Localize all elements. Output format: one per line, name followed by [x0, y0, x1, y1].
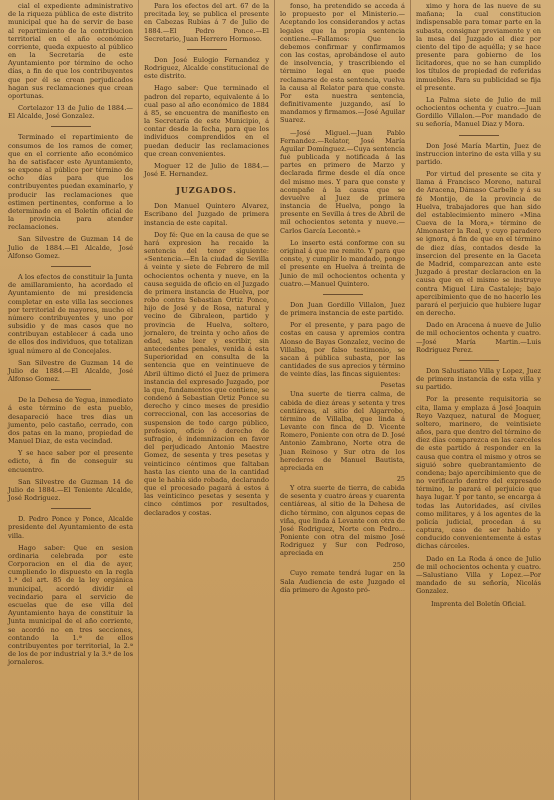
paragraph: Y se hace saber por el presente edicto, á fin de conseguir su encuentro. [8, 449, 133, 474]
amount-row [280, 476, 405, 484]
paragraph: fonso, ha pretendido se acceda á lo propuesto por el Ministerio.—Aceptando los considerandos y actas legales que la propia sentencia contiene.—Fallamos: Que lo debemos confirmar y confirmamos con las costas, aprobándose el auto de insolvencia, y trascribiendo el término legal en que puede reclamarse de esta sentencia, vuelva la causa al Relator para que conste. Por esta nuestra sentencia, definitivamente juzgando, así lo mandamos y firmamos.—José Aguilar Suarez. [280, 2, 405, 125]
paragraph: ximo y hora de las nueve de su mañana; la cual constitucion indispensable para tomar parte en la subasta, consignar previamente y en la mesa del Juzgado el diez por ciento del tipo de aquélla; y se hace presente para gobierno de los licitadores, que no se han cumplido los títulos de propiedad de referidas inmuebles. Para su publicidad se fija el presente. [416, 2, 541, 92]
section-divider [51, 266, 91, 267]
paragraph: Lo inserto está conforme con su original á que me remito. Y para que conste, y cumplir lo mandado, pongo el presente en Huelva á treinta de Junio de mil ochocientos ochenta y cuatro.—Manuel Quintero. [280, 238, 405, 288]
amount-row [280, 562, 405, 570]
section-divider [51, 508, 91, 509]
column-rule [274, 0, 275, 800]
text-column-2 [140, 0, 273, 800]
paragraph: La Palma siete de Julio de mil ochocientos ochenta y cuatro.—Juan Gordillo Villalon.—Por mandado de su señoría, Manuel Diaz y Mora. [416, 95, 541, 129]
amount-value: Pesetas [380, 381, 405, 390]
paragraph: —José Miguel.—Juan Pablo Fernandez.—Relator, José María Aguilar Domínguez.—Cuya sentencia fué publicada y notificada á las partes en primero de Marzo y declarada firme desde el día once del mismo mes. Y para que conste y acompañe á la causa que se devuelve al Juez de primera instancia de Huelva, pongo la presente en Sevilla á tres de Abril de mil ochocientos setenta y nueve.—Carlos García Lecontè.» [280, 128, 405, 235]
paragraph: Moguer 12 de Julio de 1884.—José E. Hernandez. [144, 161, 269, 179]
paragraph: Cuyo remate tendrá lugar en la Sala Audiencia de este Juzgado el día primero de Agosto pró- [280, 569, 405, 594]
paragraph: Terminado el repartimiento de consumos de los ramos de comer, que en el corriente año económico ha de satisfacer este Ayuntamiento, se expone al público por término de ocho días para que los contribuyentes puedan examinarlo, y producir las reclamaciones que estimen pertinentes, conforme a lo determinado en el Boletín oficial de la provincia para atender reclamaciones. [8, 133, 133, 232]
paragraph: Hago saber: Que terminado el padron del reparto, equivalente á lo cual paso al año económico de 1884 á 85, se encuentra de manifiesto en la Secretaría de este Municipio, á contar desde la fecha, para que los individuos comprendidos en el puedan deducir las reclamaciones que crean convenientes. [144, 84, 269, 158]
paragraph: De la Dehesa de Yegua, inmediato á este término de esta pueblo, desapareció hace tres dias un jumento, pelo castaño, cerrado, con dos patas en la mano, propiedad de Manuel Diaz, de esta vecindad. [8, 396, 133, 446]
amount-value: 250 [392, 560, 405, 569]
paragraph: Don Juan Gordillo Villalon, Juez de primera instancia de este partido. [280, 300, 405, 318]
text-column-4 [412, 0, 545, 800]
paragraph: Don Salustiano Villa y Lopez, Juez de primera instancia de esta villa y su partido. [416, 366, 541, 392]
text-column-1 [4, 0, 137, 800]
paragraph: Para los efectos del art. 67 de la precitada ley, se publica el presente en Cabezas Rubias á 7 de Julio de 1884.—El Pedro Ponce.—El Secretario, Juan Herrero Hormoso. [144, 2, 269, 43]
paragraph: San Silvestre de Guzman 14 de Julio de 1884.—El Alcalde, José Alfonso Gomez. [8, 358, 133, 384]
paragraph: Por la presente requisitoria se cita, llama y emplaza á José Joaquin Reyo Vazquez, natural de Moguer, soltero, marinero, de veintisiete años, para que dentro del término de diez días comparezca en las carceles de este partido á responder en la causa que contra el mismo y otros se siguió sobre quebrantamiento de condena; bajo apercibimiento que de no verificarlo dentro del expresado término, le parará el perjuicio que haya lugar. Y por tanto, se encarga á todas las Autoridades, así civiles como militares, y á los agentes de la policía judicial, procedan á su captura, caso de ser habido y conducido convenientemente á estas dichas cárceles. [416, 395, 541, 551]
paragraph: Don José María Martin, Juez de instruccion interino de esta villa y su partido. [416, 141, 541, 166]
amount-row [280, 382, 405, 390]
section-divider [323, 294, 363, 295]
paragraph: Doy fé: Que en la causa de que se hará expresion ha recaido la sentencia del tenor siguiente: «Sentencia.—En la ciudad de Sevilla á veinte y siete de Febrero de mil ochocientos ochenta y nueve, en la causa seguida de oficio en el Juzgado de primera instancia de Huelva, por robo contra Sebastian Ortiz Ponce, hijo de José y de Rosa, natural y vecino de Gibraleon, partido y provincia de Huelva, soltero, jornalero, de treinta y ocho años de edad, sabe leer y escribir, sin antecedentes penales, venida á esta Superioridad en consulta de la sentencia que en veintinueve de Abril último dictó el Juez de primera instancia del expresado Juzgado, por la que, fundamentos que contiene, se condenó á Sebastian Ortiz Ponce su derecho y cinco meses de presidio correccional, con las accesorias de suspension de todo cargo público, profesion, oficio ó derecho de sufragio, é indemnizacion en favor del perjudicado Antonio Maestre Gomez, de sesenta y tres pesetas y veinticinco céntimos que faltaban hasta las ciento una de la cantidad que le había sido robada, declarando que el procesado pagará á estos á las veinticinco pesetas y sesenta y cinco céntimos por resultados, declarados y costas. [144, 230, 269, 517]
paragraph: Don Manuel Quintero Alvarez, Escribano del Juzgado de primera instancia de este capital. [144, 202, 269, 227]
paragraph: Hago saber: Que en sesion ordinaria celebrada por este Corporacion en el dia de ayer, cumpliendo lo dispuesto en la regla 1.ª del art. 85 de la ley orgánica municipal, acordó dividir el vecindario para el servicio de escuelas que de ese villa del Ayuntamiento haya de constituir la Junta municipal de el año corriente, se acordó no en tres secciones, contando la 1.ª de ellos contribuyentes por territorial, la 2.ª de los de por industrial y la 3.ª de los jornaleros. [8, 543, 133, 667]
paragraph: Por el presente, y para pago de costas en causa y apremios contra Alonso de Bayas Gonzalez, vecino de Villalba, por falso testimonio, se sacan á pública subasta, por las cantidades de sus aprecios y término de veinte días, las fincas siguientes: [280, 321, 405, 379]
paragraph: San Silvestre de Guzman 14 de Julio de 1884.—El Alcalde, José Alfonso Gomez. [8, 235, 133, 260]
printer-footer: Imprenta del Boletín Oficial. [430, 599, 527, 608]
paragraph: Por virtud del presente se cita y llama á Francisco Moreno, natural de Aracena, Dámaso Carbelle y á su fé Montijo, de la provincia de Huelva, trabajadores que han sido del establecimiento minero «Mina Cueva de la Mora,» término de Almonaster la Real, y cuyo paradero se ignora, á fin de que en el término de diez días, contados desde la insercion del presente en la Gaceta de Madrid, comparezcan ante este Juzgado á prestar declaracion en la causa que en el mismo se instruye contra Miguel Lira Castaleje; bajo apercibimiento que de no hacerlo les parará el perjuicio que hubiere lugar en derecho. [416, 170, 541, 318]
paragraph: Cortelazor 13 de Julio de 1884.—El Alcalde, José Gonzalez. [8, 104, 133, 121]
paragraph: cial el expediente administrativo de la riqueza pública de este distrito municipal que ha de servir de base al repartimiento de la contribucion territorial en el año económico corriente, queda expuesto al público en la Secretaría de este Ayuntamiento por término de ocho días, a fin de que los contribuyentes que por él se crean perjudicados hagan sus reclamaciones que crean oportunas. [8, 2, 133, 100]
paragraph: Una suerte de tierra calma, de cabida de diez áreas y setenta y tres centiáreas, al sitio del Algarrobo, término de Villalba, que linda á Levante con finca de D. Vicente Romero, Poniente con otra de D. José Antonio Zambrano, Norte otra de Juan Reinoso y Sur otra de los herederos de Manuel Bautista, apreciada en [280, 390, 405, 472]
section-divider [51, 389, 91, 390]
amount-value: 25 [396, 475, 405, 484]
section-divider [459, 360, 499, 361]
paragraph: Don José Eulogio Fernandez y Rodriguez, Alcalde constitucional de este distrito. [144, 55, 269, 81]
text-column-3 [276, 0, 409, 800]
paragraph: Dado en Aracena á nueve de Julio de mil ochocientos ochenta y cuatro.—José María Martin.—Luis Rodriguez Perez. [416, 321, 541, 354]
paragraph: Y otra suerte de tierra, de cabida de sesenta y cuatro áreas y cuarenta centiáreas, al sitio de la Dehesa de dicho término, con algunos cepas de viña, que linda á Levante con otra de José Rodriguez, Norte con Pedro... Poniente con otra del mismo José Rodriguez y Sur con Pedroso, apreciada en [280, 483, 405, 558]
column-rule [138, 0, 139, 800]
section-heading: JUZGADOS. [176, 185, 237, 196]
paragraph: San Silvestre de Guzman 14 de Julio de 1884.—El Teniente Alcalde, José Rodriguez. [8, 477, 133, 503]
column-rule [410, 0, 411, 800]
section-divider [51, 126, 91, 127]
paragraph: A los efectos de constituir la Junta de amillaramiento, ha acordado el Ayuntamiento de mi presidencia completar en este villa las secciones por territorial de mayores, mucho el número contribuyentes y uno por subsidio y de mas casos que no contribuyan establecer á cada uno de ellos dos individuos, que totalizan igual número al de Concejales. [8, 272, 133, 355]
section-divider [459, 135, 499, 136]
paragraph: D. Pedro Ponce y Ponce, Alcalde presidente del Ayuntamiento de esta villa. [8, 515, 133, 540]
paragraph: Dado en La Roda á once de Julio de mil ochocientos ochenta y cuatro.—Salustiano Villa y Lopez.—Por mandado de su señoría, Nicolás Gonzalez. [416, 554, 541, 596]
section-divider [187, 49, 227, 50]
